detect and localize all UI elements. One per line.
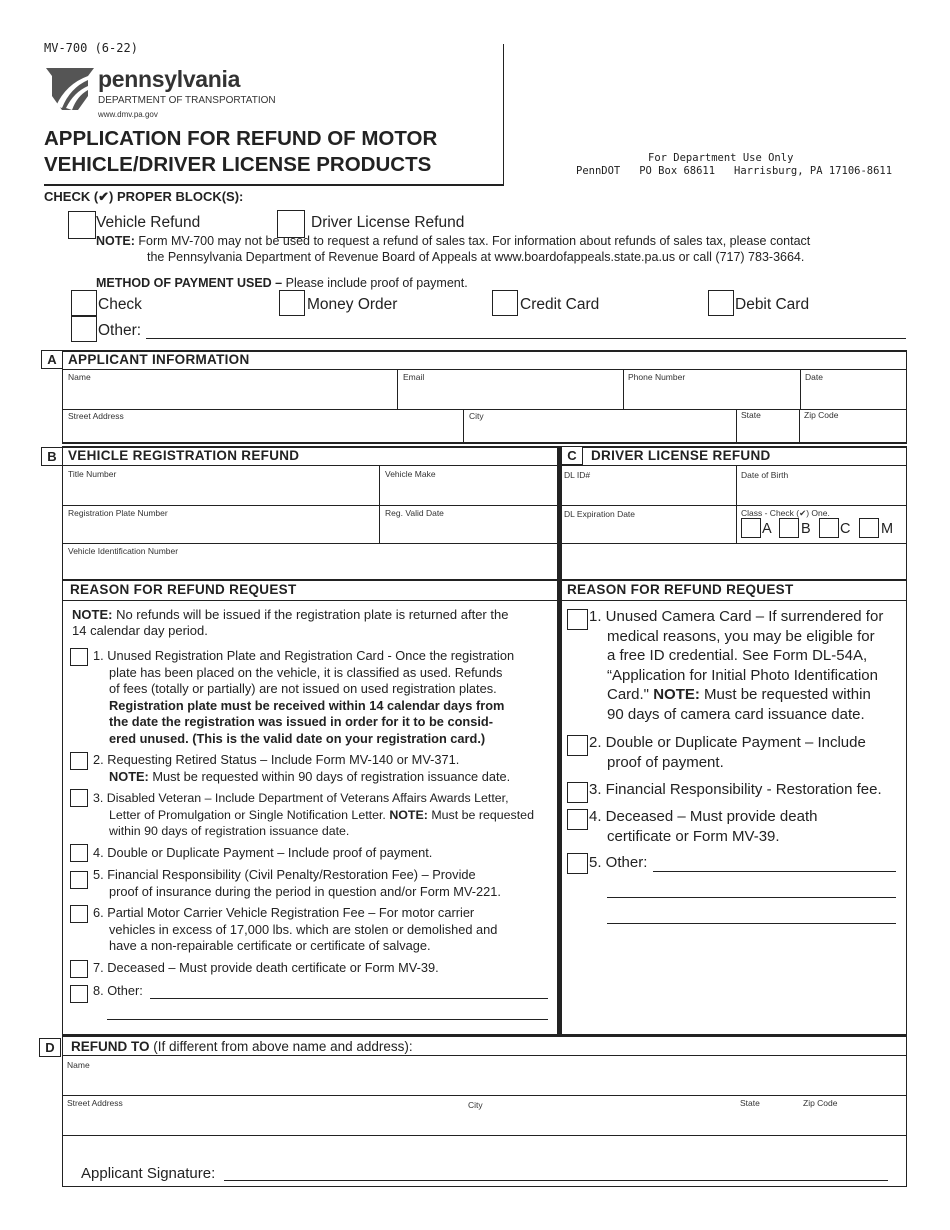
section-d-title-rest: (If different from above name and address): bbox=[149, 1039, 413, 1054]
a-div-4 bbox=[463, 409, 464, 443]
refund-street-field[interactable]: Street Address bbox=[67, 1098, 123, 1108]
sales-tax-note bbox=[96, 234, 810, 248]
check-heading: CHECK (✔) PROPER BLOCK(S): bbox=[44, 189, 244, 204]
sales-tax-note-2: the Pennsylvania Department of Revenue Board of Appeals at www.boardofappeals.state.pa.us or call (717) 783-3664. bbox=[147, 250, 805, 264]
applicant-name-field[interactable]: Name bbox=[68, 372, 91, 382]
dob-field[interactable]: Date of Birth bbox=[741, 470, 789, 480]
b-note bbox=[72, 607, 508, 624]
payment-credit-card-checkbox[interactable] bbox=[492, 290, 518, 316]
applicant-email-field[interactable]: Email bbox=[403, 372, 425, 382]
section-a-letter: A bbox=[41, 350, 63, 369]
c-r1-e: Card." bbox=[607, 686, 650, 703]
b-note-text: No refunds will be issued if the registration plate is returned after the bbox=[112, 607, 509, 622]
c-other-line-3[interactable] bbox=[607, 923, 896, 924]
b-reason-1-checkbox[interactable] bbox=[70, 648, 88, 666]
bc-divider bbox=[557, 446, 562, 1035]
c-reason-4-checkbox[interactable] bbox=[567, 809, 588, 830]
signature-label: Applicant Signature: bbox=[81, 1165, 216, 1182]
c-r1-a: 1. Unused Camera Card – If surrendered for bbox=[589, 608, 884, 625]
section-a-row-rule bbox=[62, 409, 907, 410]
b-r6-b: vehicles in excess of 17,000 lbs. which are stolen or demolished and bbox=[109, 921, 498, 937]
b-r3-d: within 90 days of registration issuance date. bbox=[109, 824, 350, 838]
b-r1-b: plate has been placed on the vehicle, it is classified as used. Refunds bbox=[109, 664, 503, 680]
refund-zip-field[interactable]: Zip Code bbox=[803, 1098, 838, 1108]
payment-debit-card-checkbox[interactable] bbox=[708, 290, 734, 316]
title-number-field[interactable]: Title Number bbox=[68, 469, 117, 479]
b-note-2: 14 calendar day period. bbox=[72, 623, 208, 638]
payment-heading-bold: METHOD OF PAYMENT USED – bbox=[96, 276, 283, 290]
class-c-checkbox[interactable] bbox=[819, 518, 839, 538]
b-reason-8-checkbox[interactable] bbox=[70, 985, 88, 1003]
bc-reason-head-rule bbox=[62, 600, 907, 601]
c-reason-heading: REASON FOR REFUND REQUEST bbox=[567, 582, 794, 597]
b-r5-b: proof of insurance during the period in question and/or Form MV-221. bbox=[109, 883, 501, 899]
b-reason-6-checkbox[interactable] bbox=[70, 905, 88, 923]
b-reason-5-checkbox[interactable] bbox=[70, 871, 88, 889]
bc-head-rule bbox=[62, 465, 907, 466]
applicant-street-field[interactable]: Street Address bbox=[68, 411, 124, 421]
header-rule bbox=[44, 184, 504, 186]
c-r2-a: 2. Double or Duplicate Payment – Include bbox=[589, 734, 866, 751]
c-reason-5-checkbox[interactable] bbox=[567, 853, 588, 874]
c-reason-1 bbox=[589, 607, 883, 724]
b-r1-e: the date the registration was issued in order for it to be consid- bbox=[109, 714, 493, 729]
vehicle-refund-checkbox[interactable] bbox=[68, 211, 96, 239]
vehicle-refund-label: Vehicle Refund bbox=[96, 214, 201, 231]
bc-row1-rule bbox=[62, 505, 907, 506]
b-reason-4-checkbox[interactable] bbox=[70, 844, 88, 862]
dl-exp-field[interactable]: DL Expiration Date bbox=[564, 509, 636, 519]
d-addr-rule bbox=[62, 1135, 907, 1136]
b-r1-a: 1. Unused Registration Plate and Registration Card - Once the registration bbox=[93, 648, 515, 663]
b-r2-note: NOTE: bbox=[109, 768, 149, 784]
section-d-title-bold: REFUND TO bbox=[71, 1039, 150, 1054]
a-div-3 bbox=[800, 369, 801, 409]
c-r1-note: NOTE: bbox=[653, 686, 700, 703]
c-reason-3: 3. Financial Responsibility - Restoration fee. bbox=[589, 781, 882, 798]
form-title-line2: VEHICLE/DRIVER LICENSE PRODUCTS bbox=[44, 153, 432, 176]
c-r1-c: a free ID credential. See Form DL-54A, bbox=[607, 647, 868, 664]
a-div-2 bbox=[623, 369, 624, 409]
a-div-1 bbox=[397, 369, 398, 409]
c-reason-2 bbox=[589, 733, 866, 772]
section-b-title: VEHICLE REGISTRATION REFUND bbox=[68, 448, 300, 463]
c-r4-a: 4. Deceased – Must provide death bbox=[589, 808, 818, 825]
c-r1-d: “Application for Initial Photo Identification bbox=[607, 666, 878, 684]
b-reason-1 bbox=[93, 648, 514, 747]
c-reason-2-checkbox[interactable] bbox=[567, 735, 588, 756]
payment-money-order-label: Money Order bbox=[307, 296, 398, 313]
b-r2-a: 2. Requesting Retired Status – Include Form MV-140 or MV-371. bbox=[93, 752, 460, 767]
b-reason-3 bbox=[93, 790, 534, 840]
class-m-label: M bbox=[881, 521, 894, 537]
b-reason-2-checkbox[interactable] bbox=[70, 752, 88, 770]
section-a-head-rule bbox=[62, 369, 907, 370]
payment-debit-card-label: Debit Card bbox=[735, 296, 810, 313]
plate-number-field[interactable]: Registration Plate Number bbox=[68, 508, 168, 518]
b-r6-c: have a non-repairable certificate or certificate of salvage. bbox=[109, 938, 431, 953]
dept-address: PennDOT PO Box 68611 Harrisburg, PA 17106-8611 bbox=[576, 165, 893, 177]
logo-url[interactable]: www.dmv.pa.gov bbox=[98, 110, 158, 119]
applicant-state-field[interactable]: State bbox=[741, 410, 761, 420]
logo-dept: DEPARTMENT OF TRANSPORTATION bbox=[98, 95, 276, 106]
c-other-line-2[interactable] bbox=[607, 897, 896, 898]
class-a-checkbox[interactable] bbox=[741, 518, 761, 538]
b-reason-4: 4. Double or Duplicate Payment – Include proof of payment. bbox=[93, 845, 433, 860]
vehicle-make-field[interactable]: Vehicle Make bbox=[385, 469, 436, 479]
b-reason-3-checkbox[interactable] bbox=[70, 789, 88, 807]
a-div-6 bbox=[799, 409, 800, 443]
c-other-line-1[interactable] bbox=[653, 871, 896, 872]
section-c-title: DRIVER LICENSE REFUND bbox=[591, 448, 771, 463]
b-reason-7-checkbox[interactable] bbox=[70, 960, 88, 978]
payment-heading bbox=[96, 276, 468, 290]
logo-brand: pennsylvania bbox=[98, 66, 241, 92]
payment-credit-card-label: Credit Card bbox=[520, 296, 600, 313]
note-text: Form MV-700 may not be used to request a refund of sales tax. For information about refunds of sales tax, please contact bbox=[138, 234, 811, 248]
b-r1-d: Registration plate must be received within 14 calendar days from bbox=[109, 697, 505, 713]
dl-refund-label: Driver License Refund bbox=[311, 214, 465, 231]
section-b-letter: B bbox=[41, 447, 63, 466]
d-row-rule bbox=[62, 1095, 907, 1096]
b-r3-a: 3. Disabled Veteran – Include Department of Veterans Affairs Awards Letter, bbox=[93, 791, 509, 805]
d-head-rule bbox=[62, 1055, 907, 1056]
b-reason-8: 8. Other: bbox=[93, 983, 143, 998]
a-div-5 bbox=[736, 409, 737, 443]
payment-other-checkbox[interactable] bbox=[71, 316, 97, 342]
vin-field[interactable]: Vehicle Identification Number bbox=[68, 546, 179, 556]
applicant-date-field[interactable]: Date bbox=[805, 372, 823, 382]
payment-check-checkbox[interactable] bbox=[71, 290, 97, 316]
class-b-checkbox[interactable] bbox=[779, 518, 799, 538]
refund-state-field[interactable]: State bbox=[740, 1098, 760, 1108]
payment-money-order-checkbox[interactable] bbox=[279, 290, 305, 316]
refund-name-field[interactable]: Name bbox=[67, 1060, 90, 1070]
b-reason-5 bbox=[93, 867, 501, 900]
c-r2-b: proof of payment. bbox=[607, 753, 724, 771]
b-other-line-2[interactable] bbox=[107, 1019, 548, 1020]
b-reason-heading: REASON FOR REFUND REQUEST bbox=[70, 582, 297, 597]
b-r1-c: of fees (totally or partially) are not issued on used registration plates. bbox=[109, 681, 497, 696]
c-reason-3-checkbox[interactable] bbox=[567, 782, 588, 803]
bc-row2-rule bbox=[62, 543, 907, 544]
b-r6-a: 6. Partial Motor Carrier Vehicle Registration Fee – For motor carrier bbox=[93, 905, 475, 920]
section-d-title bbox=[71, 1039, 413, 1054]
c-reason-1-checkbox[interactable] bbox=[567, 609, 588, 630]
b-r3-b: Letter of Promulgation or Single Notification Letter. bbox=[109, 807, 386, 822]
dept-use-label: For Department Use Only bbox=[648, 152, 794, 164]
bc-row3-rule bbox=[62, 579, 907, 581]
c-r4-b: certificate or Form MV-39. bbox=[607, 827, 780, 845]
applicant-phone-field[interactable]: Phone Number bbox=[628, 372, 686, 382]
c-r1-f: Must be requested within bbox=[699, 686, 871, 703]
section-c-letter: C bbox=[561, 447, 583, 465]
applicant-zip-field[interactable]: Zip Code bbox=[804, 410, 839, 420]
section-d-letter: D bbox=[39, 1038, 61, 1057]
section-a-title: APPLICANT INFORMATION bbox=[68, 352, 250, 367]
refund-city-field[interactable]: City bbox=[468, 1100, 483, 1110]
payment-check-label: Check bbox=[98, 296, 142, 313]
b-r3-note: NOTE: bbox=[389, 807, 428, 822]
b-other-line-1[interactable] bbox=[150, 998, 548, 999]
b-div-1 bbox=[379, 465, 380, 543]
c-div-1 bbox=[736, 465, 737, 543]
note-label: NOTE: bbox=[96, 234, 135, 248]
signature-line[interactable] bbox=[224, 1180, 888, 1181]
header-divider bbox=[503, 44, 504, 184]
c-reason-4 bbox=[589, 807, 817, 846]
form-code: MV-700 (6-22) bbox=[44, 41, 138, 55]
payment-heading-rest: Please include proof of payment. bbox=[282, 276, 468, 290]
dl-id-field[interactable]: DL ID# bbox=[564, 470, 591, 480]
class-label: Class - Check (✔) One. bbox=[741, 508, 830, 518]
class-a-label: A bbox=[762, 521, 772, 537]
b-r3-c: Must be requested bbox=[427, 807, 534, 822]
b-reason-2 bbox=[93, 752, 510, 785]
class-b-label: B bbox=[801, 521, 811, 537]
b-note-label: NOTE: bbox=[72, 607, 113, 622]
payment-other-line[interactable] bbox=[146, 338, 906, 339]
b-reason-6 bbox=[93, 905, 497, 955]
form-title-line1: APPLICATION FOR REFUND OF MOTOR bbox=[44, 127, 438, 150]
c-r1-b: medical reasons, you may be eligible for bbox=[607, 627, 875, 645]
b-r5-a: 5. Financial Responsibility (Civil Penalty/Restoration Fee) – Provide bbox=[93, 867, 476, 882]
applicant-city-field[interactable]: City bbox=[469, 411, 484, 421]
c-r1-g: 90 days of camera card issuance date. bbox=[607, 705, 865, 723]
payment-other-label: Other: bbox=[98, 322, 142, 339]
b-reason-7: 7. Deceased – Must provide death certificate or Form MV-39. bbox=[93, 960, 439, 975]
b-r1-f: ered unused. (This is the valid date on your registration card.) bbox=[109, 730, 486, 746]
c-reason-5: 5. Other: bbox=[589, 854, 648, 871]
class-m-checkbox[interactable] bbox=[859, 518, 879, 538]
class-c-label: C bbox=[840, 521, 851, 537]
penndot-keystone-logo-icon bbox=[44, 66, 96, 112]
b-r2-b: Must be requested within 90 days of registration issuance date. bbox=[148, 768, 511, 784]
reg-valid-date-field[interactable]: Reg. Valid Date bbox=[385, 508, 444, 518]
